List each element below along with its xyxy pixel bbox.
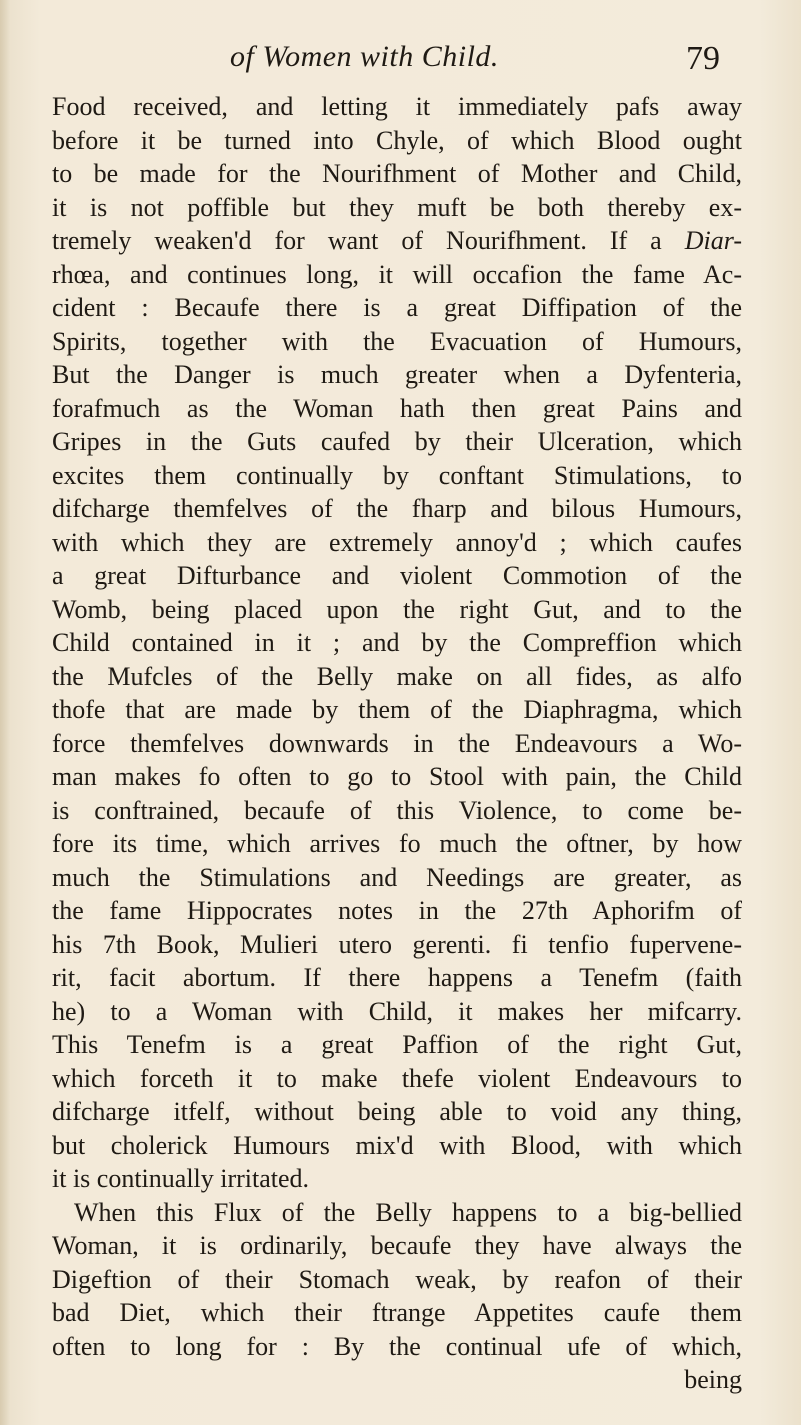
text-line: with which they are extremely annoy'd ; which caufes — [52, 527, 742, 557]
text-line: difcharge itfelf, without being able to void any thing, — [52, 1097, 742, 1126]
running-title: of Women with Child. — [230, 40, 499, 73]
text-line: the fame Hippocrates notes in the 27th Aphorifm of — [52, 896, 742, 925]
text-line: When this Flux of the Belly happens to a big-bellied — [74, 1197, 742, 1227]
text-line: excites them continually by conftant Stimulations, to — [52, 460, 742, 490]
text-line: to be made for the Nourifhment of Mother and Child, — [52, 159, 742, 188]
text-line: his 7th Book, Mulieri utero gerenti. fi tenfio fupervene- — [52, 929, 742, 959]
text-line: cident : Becaufe there is a great Diffipation of the — [52, 293, 742, 322]
text-line: man makes fo often to go to Stool with pain, the Child — [52, 762, 742, 791]
text-line: force themfelves downwards in the Endeavours a Wo- — [52, 728, 742, 758]
page-header — [80, 36, 720, 86]
text-line: But the Danger is much greater when a Dyfenteria, — [52, 360, 742, 389]
text-line: it is not poffible but they muft be both thereby ex- — [52, 192, 742, 222]
text-line: Gripes in the Guts caufed by their Ulceration, which — [52, 427, 742, 456]
text-line: This Tenefm is a great Paffion of the right Gut, — [52, 1030, 742, 1059]
text-line: rit, facit abortum. If there happens a Tenefm (faith — [52, 963, 742, 992]
text-line: fore its time, which arrives fo much the oftner, by how — [52, 829, 742, 858]
text-line: bad Diet, which their ftrange Appetites caufe them — [52, 1298, 742, 1327]
text-line: which forceth it to make thefe violent Endeavours to — [52, 1063, 742, 1093]
page-number: 79 — [686, 40, 720, 77]
body-text — [52, 90, 742, 1397]
text-line: often to long for : By the continual ufe of which, — [52, 1331, 742, 1361]
text-line: thofe that are made by them of the Diaphragma, which — [52, 695, 742, 724]
text-line: before it be turned into Chyle, of which Blood ought — [52, 125, 742, 155]
text-line: it is continually irritated. — [52, 1164, 310, 1193]
text-line: Digeftion of their Stomach weak, by reafon of their — [52, 1264, 742, 1294]
text-line: much the Stimulations and Needings are greater, as — [52, 862, 742, 892]
text-line: is conftrained, becaufe of this Violence, to come be- — [52, 795, 742, 825]
text-line: difcharge themfelves of the fharp and bilous Humours, — [52, 494, 742, 523]
text-line: but cholerick Humours mix'd with Blood, with which — [52, 1130, 742, 1160]
text-line: forafmuch as the Woman hath then great Pains and — [52, 393, 742, 423]
text-line: Child contained in it ; and by the Compreffion which — [52, 628, 742, 657]
text-line: Food received, and letting it immediately pafs away — [52, 92, 742, 121]
text-line: rhœa, and continues long, it will occafion the fame Ac- — [52, 259, 742, 289]
catchword: being — [684, 1365, 742, 1394]
text-line: the Mufcles of the Belly make on all fides, as alfo — [52, 661, 742, 691]
page-spine-shadow — [0, 0, 10, 1425]
text-line: he) to a Woman with Child, it makes her mifcarry. — [52, 996, 742, 1026]
text-line: a great Difturbance and violent Commotion of the — [52, 561, 742, 590]
text-line: Woman, it is ordinarily, becaufe they have always the — [52, 1231, 742, 1260]
text-line: tremely weaken'd for want of Nourifhment. If a Diar- — [52, 226, 742, 255]
italic-term: Diar- — [684, 226, 742, 255]
text-line: Spirits, together with the Evacuation of Humours, — [52, 326, 742, 356]
text-line: Womb, being placed upon the right Gut, and to the — [52, 594, 742, 624]
